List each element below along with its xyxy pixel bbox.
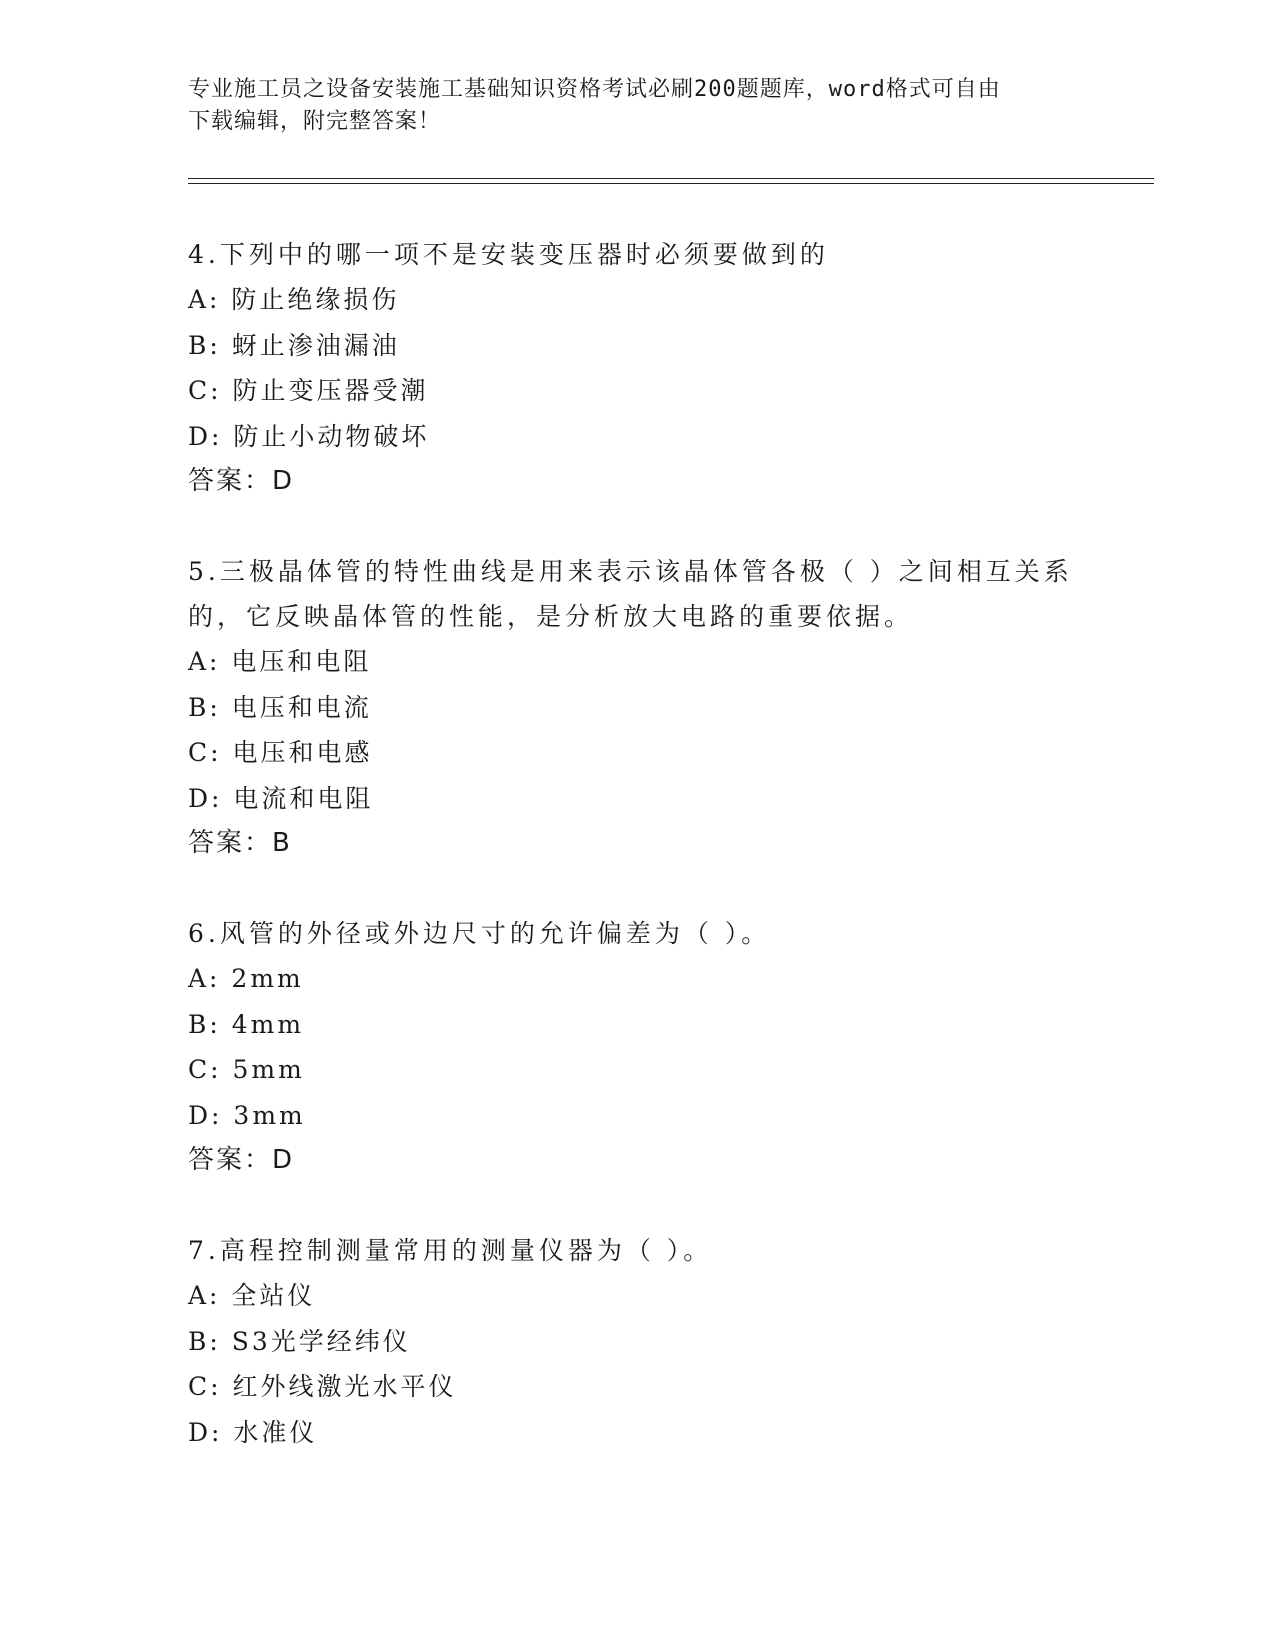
question-7 [188,1228,1088,1455]
option-b: B: S3光学经纬仪 [188,1326,411,1356]
option-c: C: 红外线激光水平仪 [188,1372,457,1401]
option-a: A: 2mm [188,964,304,993]
question-text: 4.下列中的哪一项不是安装变压器时必须要做到的 [188,240,829,269]
option-c: C: 防止变压器受潮 [188,376,429,405]
document-header [188,74,1068,138]
option-a: A: 防止绝缘损伤 [188,285,400,314]
option-a: A: 全站仪 [188,1281,316,1310]
option-b: B: 电压和电流 [188,692,372,722]
question-text: 6.风管的外径或外边尺寸的允许偏差为（ ）。 [188,919,771,948]
question-list [188,232,1088,1500]
header-divider-bottom [188,183,1154,184]
answer: 答案：D [188,466,295,496]
option-d: D: 水准仪 [188,1417,318,1447]
option-d: D: 电流和电阻 [188,783,374,813]
header-divider-top [188,178,1154,179]
option-c: C: 5mm [188,1055,305,1084]
header-line-2: 下载编辑，附完整答案！ [188,109,442,134]
option-b: B: 蚜止渗油漏油 [188,330,400,360]
question-text: 5.三极晶体管的特性曲线是用来表示该晶体管各极（ ）之间相互关系的，它反映晶体管的性能，是分析放大电路的重要依据。 [188,557,1073,631]
question-6 [188,911,1088,1183]
question-text: 7.高程控制测量常用的测量仪器为（ ）。 [188,1236,713,1265]
option-b: B: 4mm [188,1009,305,1039]
question-5 [188,549,1088,866]
option-d: D: 防止小动物破坏 [188,421,430,451]
answer: 答案：B [188,828,292,858]
answer: 答案：D [188,1145,295,1175]
header-line-1: 专业施工员之设备安装施工基础知识资格考试必刷200题题库，word格式可自由 [188,77,1001,102]
question-4 [188,232,1088,504]
option-a: A: 电压和电阻 [188,647,372,676]
option-c: C: 电压和电感 [188,738,373,767]
option-d: D: 3mm [188,1100,306,1130]
